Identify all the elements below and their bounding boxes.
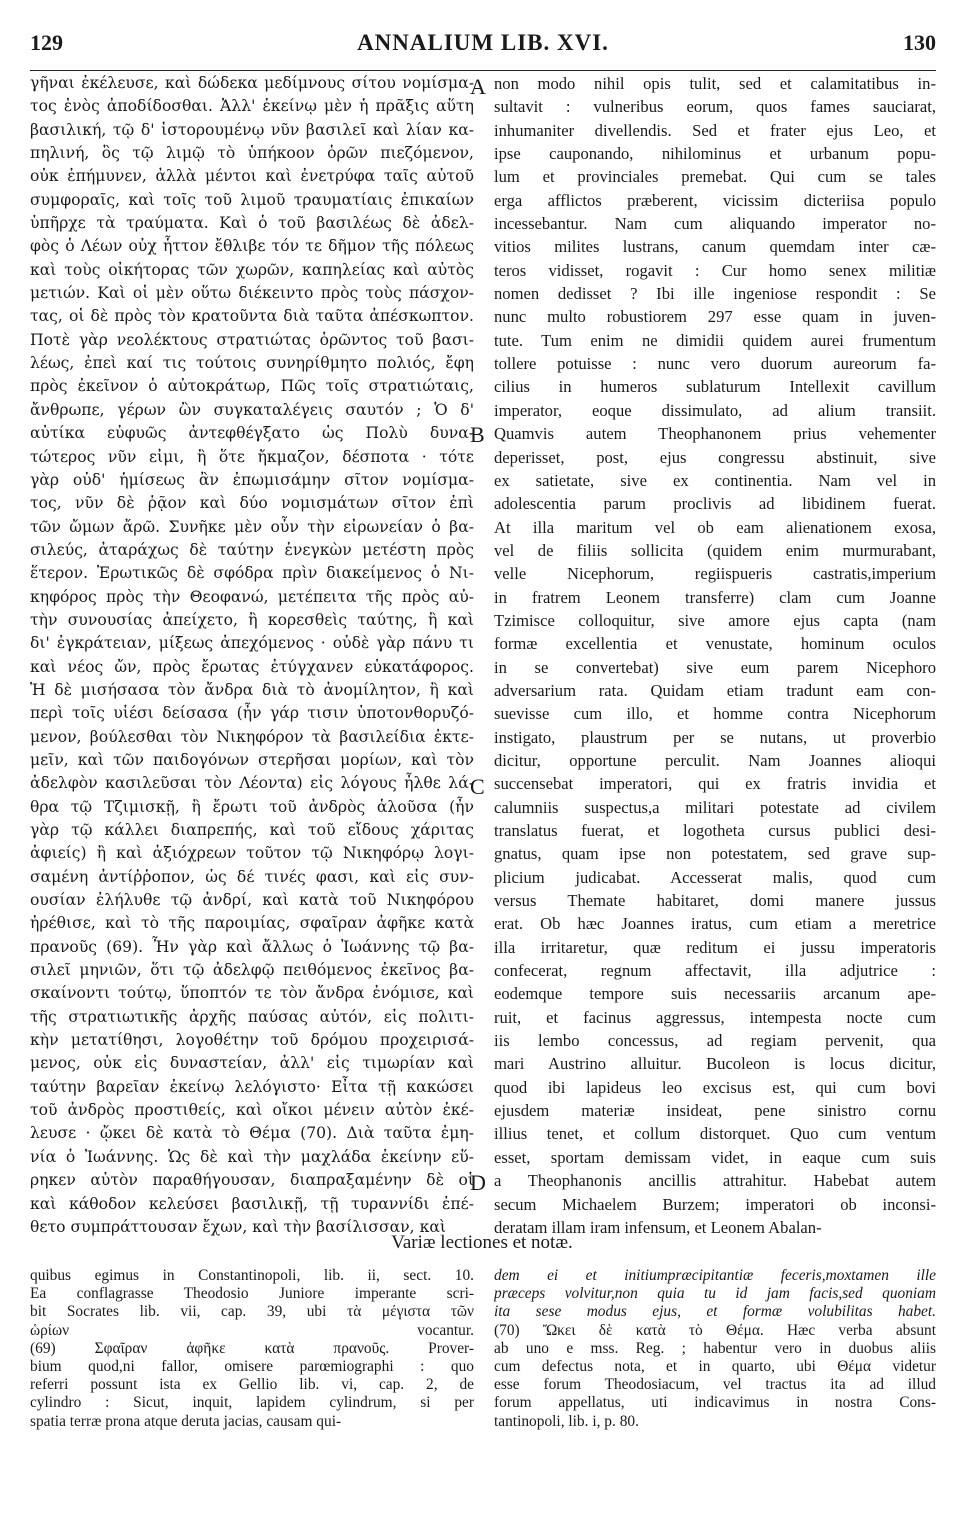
text-line: πρὸς ἐκεῖνον ὁ αὐτοκράτωρ, Πῶς τοῖς στρατιώταις, [30, 377, 474, 396]
text-line: ἀδελφὸν κασιλεῦσαι τὸν Λέοντα) εἰς λόγους ἦλθε λά- [30, 774, 474, 793]
text-line: cilius in humeros sublaturum Intellexit cavillum [494, 377, 936, 397]
text-line: ab uno e mss. Reg. ; habentur vero in duobus aliis [494, 1339, 936, 1357]
text-line: θετο συμπράττουσαν ἔχων, καὶ τὴν βασίλισσαν, καὶ [30, 1217, 446, 1236]
text-line: bium quod,ni fallor, omisere parœmiographi : quo [30, 1357, 474, 1375]
text-line: τώτερος νῦν εἰμι, ἢ ὅτε ἤκμαζον, δέσποτα · τότε [30, 447, 474, 466]
text-line: λευσε · ᾤκει δὲ κατὰ τὸ Θέμα (70). Διὰ ταῦτα ἐμη- [30, 1124, 474, 1143]
text-line: ἀφιείς) ἢ καὶ ἀξιόχρεων τοῦτον τῷ Νικηφόρῳ λογι- [30, 844, 474, 863]
text-line: ἕτερον. Ἐρωτικῶς δὲ σφόδρα πρὶν διακείμενος ὁ Νι- [30, 564, 474, 583]
text-line: iis lembo concessus, ad regiam pervenit, qua [494, 1031, 936, 1051]
text-line: præceps volvitur,non quia tu id jam facis,sed quoniam [494, 1285, 936, 1303]
text-line: τῆς στρατιωτικῆς ἀρχῆς παύσας αὐτόν, εἰς πολιτι- [30, 1007, 474, 1026]
text-line: secum Michaelem Burzem; imperatori ob inconsi- [494, 1194, 936, 1214]
text-line: in se convertebat) sive eum parem Nicephoro [494, 657, 936, 677]
text-line: σιλεῖ μηνιῶν, ὅτι τῷ ἀδελφῷ πειθόμενος ἐκεῖνος βα- [30, 961, 474, 980]
text-line: γῆναι ἐκέλευσε, καὶ δώδεκα μεδίμνους σίτου νομίσμα- [30, 74, 474, 92]
text-line: τας, οἱ δὲ πρὸς τὸν κρατοῦντα διὰ ταῦτα ἀπέσκωπτον. [30, 307, 474, 326]
text-line: eodemque tempore suis necessariis arcanum ape- [494, 984, 936, 1004]
text-line: (70) Ὤκει δὲ κατὰ τὸ Θέμα. Hæc verba absunt [494, 1321, 936, 1339]
text-line: οὐκ ἐπήμυνεν, ἀλλὰ μέντοι καὶ ἐνετρύφα ταῖς αὐτοῦ [30, 167, 474, 186]
text-line: τὴν συνουσίας ἀπείχετο, ἢ κορεσθεὶς ταύτης, ἢ καὶ [30, 610, 474, 629]
text-line: νία ὁ Ἰωάννης. Ὡς δὲ καὶ τὴν μαχλάδα ἐκείνην εὕ- [30, 1147, 474, 1166]
text-line: μετιών. Καὶ οἱ μὲν οὕτω διέκειντο πρὸς τοὺς πάσχον- [30, 284, 474, 303]
text-line: quibus egimus in Constantinopoli, lib. ii, sect. 10. [30, 1267, 474, 1284]
margin-marker-d: D [470, 1170, 486, 1195]
text-line: καὶ νέος ὤν, πρὸς ἔρωτας ἐτύγχανεν εὐκατάφορος. [30, 657, 474, 676]
text-line: γὰρ οὐδ' ἡμίσεως ἂν ἐπωμισάμην σῖτον νομίσμα- [30, 470, 474, 489]
text-line: λέως, ἐπεὶ καί τις τούτοις συνηρίθμητο πολιός, ἔφη [30, 354, 474, 373]
text-line: vel de filiis sollicita (quidem enim murmurabant, [494, 540, 936, 560]
text-line: esse forum Theodosiacum, vel tractus ita ad illud [494, 1376, 936, 1394]
text-line: Ποτὲ γὰρ νεολέκτους στρατιώτας ὁρῶντος τοῦ βασι- [30, 330, 474, 349]
text-line: quod ibi lapideus leo excisus est, qui cum bovi [494, 1077, 936, 1097]
text-line: καὶ κάθοδον κελεύσει βασιλικῇ, τῇ τυραννίδι ἐπέ- [30, 1194, 474, 1213]
text-line: velle Nicephorum, regiispueris castratis,imperium [494, 564, 936, 584]
text-line: Ea conflagrasse Theodosio Juniore imperante scri- [30, 1285, 474, 1303]
text-line: sultavit : vulneribus eorum, quos fames sauciarat, [494, 97, 936, 117]
notes-left-column [30, 1267, 474, 1431]
text-line: in fratrem Leonem transferre) clam cum Joanne [494, 587, 936, 607]
text-line: ρηκεν αὐτὸν παραθήγουσαν, διαπραξαμένην δὲ οἱ [30, 1171, 474, 1190]
text-line: suevisse cum illo, et homme contra Nicephorum [494, 704, 936, 724]
margin-marker-c: C [470, 774, 485, 799]
text-line: περὶ τοῖς υἱέσι δείσασα (ἦν γάρ τισιν ὑποτονθορυζό- [30, 704, 474, 723]
text-line: illius tenet, et collum distorquet. Quo cum ventum [494, 1124, 936, 1144]
text-line: referri possunt ista ex Gellio lib. vi, cap. 2, de [30, 1376, 474, 1394]
text-line: tantinopoli, lib. i, p. 80. [494, 1412, 639, 1430]
text-line: adversarium rata. Quidam etiam tradunt eam con- [494, 680, 936, 700]
text-line: τῶν ὤμων ἄρῶ. Συνῆκε μὲν οὖν τὴν εἰρωνείαν ὁ βα- [30, 517, 474, 536]
text-line: erat. Ob hæc Joannes iratus, cum etiam a meretrice [494, 914, 936, 934]
text-line: (69) Σφαῖραν ἀφῆκε κατὰ πρανοῦς. Prover- [30, 1339, 474, 1357]
running-header [30, 30, 936, 71]
text-line: ipse cauponando, nihilominus et urbanum popu- [494, 144, 936, 164]
text-line: erga afflictos præberent, vicissim dicteriisa populo [494, 190, 936, 210]
text-line: ὡρίων vocantur. [30, 1321, 474, 1339]
text-line: τος ἑνὸς ἀποδίδοσθαι. Ἀλλ' ἐκείνῳ μὲν ἡ πρᾶξις αὕτη [30, 97, 474, 116]
text-line: σκαίνοντι τούτῳ, ὕποπτόν τε τὸν ἄνδρα ἐνόμισε, καὶ [30, 984, 474, 1003]
text-line: cum defectus nota, et in quarto, ubi Θέμα videtur [494, 1357, 936, 1375]
text-line: cylindro : Sicut, inquit, lapidem cylindrum, si per [30, 1394, 474, 1412]
text-line: dem ei et initiumpræcipitantiæ feceris,moxtamen ille [494, 1267, 936, 1284]
greek-text-column [30, 72, 474, 1239]
text-line: imperator, eoque dissimulato, ad alium transiit. [494, 400, 936, 420]
text-line: ex satietate, sive ex continentia. Nam vel in [494, 470, 936, 490]
text-line: δι' ἐγκράτειαν, μίξεως ἀπεχόμενος · οὐδὲ γὰρ πάνυ τι [30, 634, 474, 653]
text-line: nunc multo robustiorem 297 esse quam in juven- [494, 307, 936, 327]
text-line: βασιλική, τῷ δ' ἱστορουμένῳ νῦν βασιλεῖ καὶ λίαν κα- [30, 120, 474, 139]
text-line: deperisset, post, ejus congressu abstinuit, sive [494, 447, 936, 467]
text-line: Quamvis autem Theophanonem prius vehementer [494, 424, 936, 444]
text-line: incessebantur. Nam cum aliquando imperator no- [494, 214, 936, 234]
text-line: συμφοραῖς, καὶ τοῖς τοῦ λιμοῦ τραυματίαις ἐπικαίων [30, 190, 474, 209]
text-line: dicitur, opportune perculit. Nam Joannes alioqui [494, 750, 936, 770]
text-line: Tzimisce colloquitur, sive amore ejus capta (nam [494, 610, 936, 630]
text-line: tollere potuisse : nunc vero duorum aureorum fa- [494, 354, 936, 374]
text-line: tute. Tum enim ne dimidii quidem aurei frumentum [494, 330, 936, 350]
text-line: μεῖν, καὶ τῶν παιδογόνων στερῆσαι μορίων, καὶ τὸν [30, 750, 474, 769]
margin-marker-a: A [470, 74, 486, 99]
text-line: translatus fuerat, et logotheta cursus publici desi- [494, 821, 936, 840]
text-line: θρα τῷ Τζιμισκῇ, ἢ ἔρωτι τοῦ ἀνδρὸς ἁλοῦσα (ἦν [30, 797, 474, 816]
text-line: κηφόρος πρὸς τὴν Θεοφανώ, μετέπειτα τῆς πρὸς αὐ- [30, 587, 474, 606]
text-line: instigato, plaustrum per se nutans, ut proverbio [494, 727, 936, 747]
text-line: succensebat imperatori, qui ex fratris invidia et [494, 774, 936, 794]
text-line: ejusdem materiæ insideat, pene sinistro cornu [494, 1101, 936, 1121]
text-line: ουσίαν ἐλήλυθε τῷ ἀνδρί, καὶ κατὰ τοῦ Νικηφόρου [30, 891, 474, 910]
text-line: ταύτην βαρεῖαν ἐκείνῳ λελόγιστο· Εἶτα τῇ κακώσει [30, 1077, 474, 1096]
text-line: ὑπῆρχε τὰ τραύματα. Καὶ ὁ τοῦ βασιλέως δὲ ἀδελ- [30, 214, 474, 233]
text-line: plicium judicabat. Accesserat malis, quod cum [494, 867, 936, 887]
text-line: τος, νῦν δὲ ῥᾷον καὶ δύο νομισμάτων σῖτον ἐπὶ [30, 494, 474, 513]
text-line: illa irritaretur, quæ reditum ei jussu imperatoris [494, 937, 936, 957]
text-line: μενος, οὐκ εἰς δυναστείαν, ἀλλ' εἰς τιμωρίαν καὶ [30, 1054, 474, 1073]
text-line: κὴν μετατίθησι, λογοθέτην τοῦ δρόμου προχειρισά- [30, 1031, 474, 1050]
text-line: confecerat, regnum affectavit, illa adjutrice : [494, 961, 936, 981]
text-line: nomen dedisset ? Ibi ille ingeniose respondit : Se [494, 284, 936, 304]
text-line: σιλεύς, ἀταράχως δὲ ταύτην ἐνεγκὼν μετέστη πρὸς [30, 540, 474, 559]
text-line: φὸς ὁ Λέων οὐχ ἧττον ἔθλιβε τόν τε δῆμον τῆς πόλεως [30, 237, 474, 256]
text-line: adolescentia parum proclivis ad libidinem fuerat. [494, 494, 936, 514]
text-line: πηλινή, ὃς τῷ λιμῷ τὸ ὑπήκοον ὁρῶν πιεζόμενον, [30, 144, 474, 163]
text-line: At illa maritum vel ob eam alienationem exosa, [494, 517, 936, 537]
running-title: ANNALIUM LIB. XVI. [357, 30, 609, 55]
text-line: ruit, et facinus aggressus, intempesta nocte cum [494, 1007, 936, 1027]
text-line: gnatus, quam ipse non potestatem, sed grave sup- [494, 844, 936, 864]
notes-heading: Variæ lectiones et notæ. [391, 1232, 573, 1253]
text-line: formæ excellentia et venustate, hominum oculos [494, 634, 936, 654]
text-line: spatia terræ prona atque deruta jacias, causam qui- [30, 1412, 342, 1430]
page-number-left: 129 [30, 30, 63, 55]
text-line: inhumaniter divellendis. Sed et frater ejus Leo, et [494, 120, 936, 140]
text-line: mari Austrino alluitur. Bucoleon is locus dicitur, [494, 1054, 936, 1074]
text-line: lum et provinciales premebat. Qui cum se tales [494, 167, 936, 187]
text-line: calumniis suspectus,a militari potestate ad civilem [494, 797, 936, 817]
text-line: πρανοῦς (69). Ἦν γὰρ καὶ ἄλλως ὁ Ἰωάννης τῷ βα- [30, 937, 474, 956]
latin-text-column [494, 72, 936, 1239]
margin-marker-b: B [470, 422, 485, 447]
text-line: deratam illam iram infensum, et Leonem Abalan- [494, 1217, 822, 1237]
text-line: μενον, βούλεσθαι τὸν Νικηφόρον τὰ βασιλείδια ἐκτε- [30, 727, 474, 746]
text-line: non modo nihil opis tulit, sed et calamitatibus in- [494, 74, 936, 93]
text-line: αὐτίκα εὐφυῶς ἀντεφθέγξατο ὡς Πολὺ δυνα- [30, 424, 474, 443]
text-line: bit Socrates lib. vii, cap. 39, ubi τὰ μέγιστα τῶν [30, 1303, 474, 1321]
text-line: καὶ τοὺς οἰκήτορας τῶν χωρῶν, καπηλείας καὶ αὐτὸς [30, 260, 474, 279]
text-line: ita sese modus ejus, et formæ volubilitas habet. [494, 1303, 936, 1321]
text-line: σαμένη ἀντίῤῥοπον, ὡς δέ τινές φασι, καὶ εἰς συν- [30, 867, 474, 886]
notes-right-column [494, 1267, 936, 1431]
text-line: a Theophanonis ancillis attrahitur. Habebat autem [494, 1171, 936, 1191]
text-line: τοῦ ἀνδρὸς προστιθείς, καὶ οἴκοι μένειν αὐτὸν ἐκέ- [30, 1101, 474, 1120]
text-line: teros vidisset, rogavit : Cur homo senex militiæ [494, 260, 936, 280]
text-line: ἠρέθισε, καὶ τὸ τῆς παροιμίας, σφαῖραν ἀφῆκε κατὰ [30, 914, 474, 933]
text-line: esset, sportam demissam videt, in eaque cum suis [494, 1147, 936, 1167]
text-line: vitios milites lustrans, canum quemdam inter cæ- [494, 237, 936, 257]
text-line: versus Themate habitaret, domi manere jussus [494, 891, 936, 911]
page-number-right: 130 [903, 30, 936, 55]
text-line: ἄνθρωπε, γέρων ὢν συγκαταλέγεις σαυτόν ; Ὁ δ' [30, 400, 474, 419]
text-line: Ἡ δὲ μισήσασα τὸν ἄνδρα διὰ τὸ ἀνομίλητον, ἢ καὶ [30, 680, 474, 699]
text-line: γὰρ τῷ κάλλει διαπρεπής, καὶ τοῦ εἴδους χάριτας [30, 821, 474, 839]
text-line: forum appellatus, uti indicavimus in nostra Cons- [494, 1394, 936, 1412]
